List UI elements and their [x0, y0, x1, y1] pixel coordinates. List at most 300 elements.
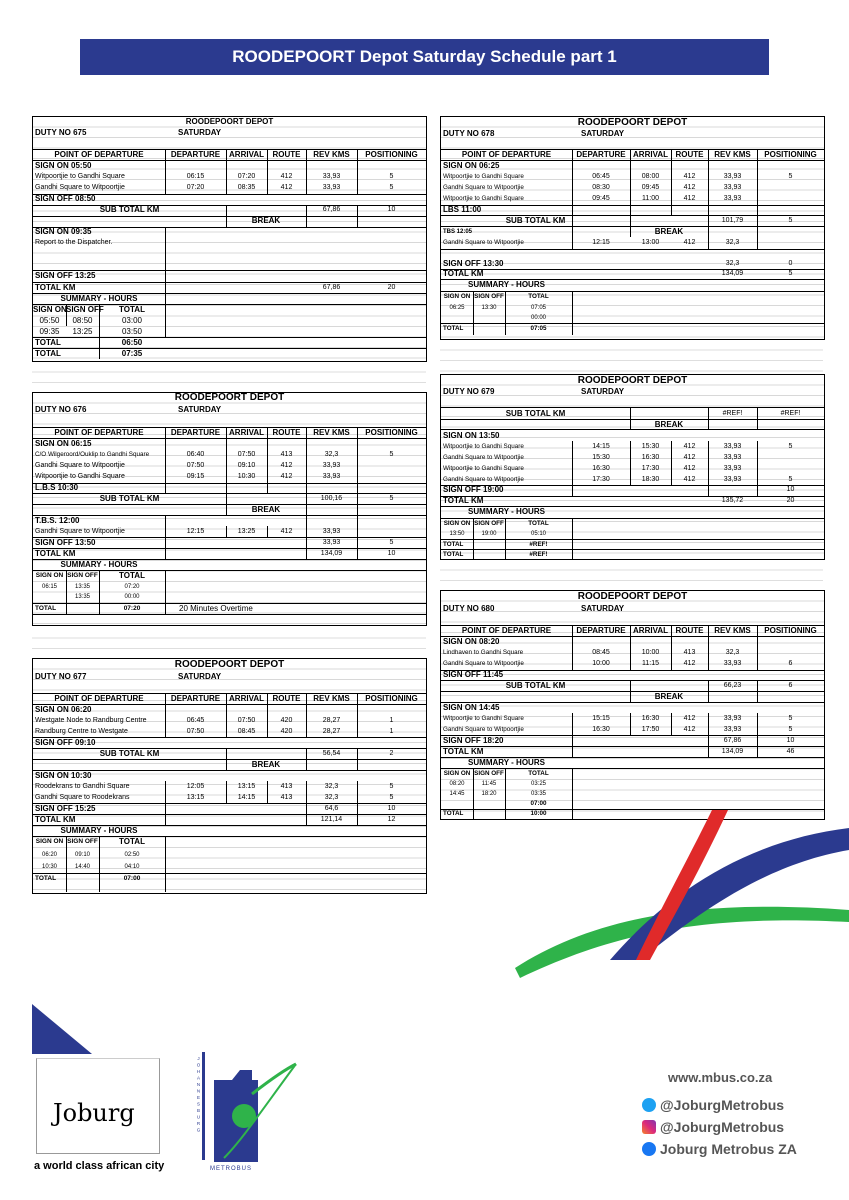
total-positioning: 20: [387, 284, 396, 291]
summary-total-hours: 07:00: [123, 875, 141, 882]
trip-kms: 33,93: [322, 462, 341, 469]
trip-route: 413: [280, 783, 293, 790]
sign-off: SIGN OFF 13:25: [35, 271, 96, 280]
trip-positioning: 1: [389, 728, 394, 735]
col-positioning: POSITIONING: [365, 428, 418, 437]
brand-swoosh-graphic: [500, 810, 849, 980]
sub-total-kms: 101,79: [721, 217, 744, 224]
trip-point: Gandhi Square to Witpoortjie: [443, 660, 524, 667]
trip-route: 412: [683, 454, 696, 461]
summary-sign-on: SIGN ON: [443, 770, 471, 777]
trip-kms: 32,3: [725, 239, 740, 246]
col-rev-kms: REV KMS: [313, 428, 350, 437]
sign-off: SIGN OFF 08:50: [35, 194, 96, 203]
trip-route: 413: [280, 794, 293, 801]
trip-departure: 06:15: [186, 173, 205, 180]
sub-total-label: SUB TOTAL KM: [99, 749, 160, 758]
total-kms: 134,09: [320, 550, 343, 557]
total-kms: 135,72: [721, 497, 744, 504]
sub-total-label: SUB TOTAL KM: [99, 494, 160, 503]
facebook-handle: Joburg Metrobus ZA: [660, 1141, 797, 1157]
col-positioning: POSITIONING: [365, 150, 418, 159]
trip-departure: 10:00: [592, 660, 610, 667]
trip-point: Gandhi Square to Witpoortjie: [35, 528, 125, 535]
trip-positioning: 5: [788, 443, 793, 450]
summary-hours: 04:10: [124, 864, 140, 870]
depot-title: ROODEPOORT DEPOT: [577, 591, 688, 602]
trip-positioning: 5: [389, 184, 394, 191]
trip-departure: 07:20: [186, 184, 205, 191]
trip-arrival: 08:45: [237, 728, 256, 735]
summary-hours: 03:50: [121, 327, 143, 336]
total-kms: 67,86: [322, 284, 341, 291]
trip-kms: 33,93: [322, 184, 341, 191]
summary-sign-on: SIGN ON: [443, 293, 471, 300]
summary-total: TOTAL: [528, 293, 549, 300]
total-positioning: 10: [387, 550, 396, 557]
trip-departure: 16:30: [592, 726, 610, 733]
trip-departure: 08:45: [592, 649, 610, 656]
break-label: BREAK: [251, 505, 281, 514]
duty-number: DUTY NO 678: [443, 129, 495, 138]
trip-arrival: 09:45: [641, 184, 660, 191]
duty-number: DUTY NO 676: [35, 405, 87, 414]
duty-678-table: [440, 116, 825, 340]
summary-total-hours: #REF!: [529, 551, 548, 558]
trip-departure: 07:50: [186, 728, 205, 735]
summary-hours: 07:20: [124, 584, 140, 590]
trip-point: Gandhi Square to Witpoortjie: [35, 462, 125, 469]
trip-positioning: 5: [788, 715, 793, 722]
trip-route: 412: [683, 443, 696, 450]
trip-positioning: 5: [389, 794, 394, 801]
joburg-logo-text: Joburg: [53, 1099, 135, 1127]
page-banner: ROODEPOORT Depot Saturday Schedule part 1: [80, 39, 769, 75]
summary-off: 09:10: [74, 852, 90, 858]
summary-sign-on: SIGN ON: [35, 838, 64, 845]
summary-sign-on: SIGN ON: [35, 572, 64, 579]
trip-arrival: 07:20: [237, 173, 256, 180]
dispatcher-note: Report to the Dispatcher.: [35, 239, 113, 246]
summary-total-hours: 07:05: [530, 325, 547, 332]
summary-off: 18:20: [481, 791, 497, 797]
trip-route: 412: [683, 726, 696, 733]
sub-total-positioning: 6: [788, 682, 793, 689]
summary-hours-label: SUMMARY - HOURS: [468, 758, 545, 767]
overtime-note: 20 Minutes Overtime: [179, 604, 253, 613]
sign-off-kms: 32,3: [725, 260, 740, 267]
trip-departure: 07:50: [186, 462, 205, 469]
trip-point: Gandhi Square to Witpoortjie: [443, 726, 524, 733]
summary-total-label: TOTAL: [35, 605, 57, 612]
trip-kms: 33,93: [723, 660, 742, 667]
depot-title: ROODEPOORT DEPOT: [174, 659, 285, 670]
sign-on: SIGN ON 05:50: [35, 161, 92, 170]
trip-arrival: 08:00: [641, 173, 660, 180]
col-departure: DEPARTURE: [576, 150, 626, 159]
trip-route: 412: [683, 715, 696, 722]
summary-total: TOTAL: [119, 305, 145, 314]
summary-total-hours: 07:00: [530, 800, 547, 807]
col-arrival: ARRIVAL: [229, 428, 264, 437]
duty-677-table: [32, 658, 427, 894]
trip-point: Witpoortjie to Gandhi Square: [443, 443, 524, 450]
trip-point: Randburg Centre to Westgate: [35, 728, 128, 735]
sign-off-positioning: 10: [387, 805, 396, 812]
duty-number: DUTY NO 679: [443, 387, 495, 396]
summary-total-hours: 07:35: [121, 349, 143, 358]
sub-total-label: SUB TOTAL KM: [505, 681, 566, 690]
sign-off: SIGN OFF 13:50: [35, 538, 96, 547]
trip-positioning: 5: [389, 783, 394, 790]
total-km-label: TOTAL KM: [443, 496, 484, 505]
break-label: BREAK: [251, 760, 281, 769]
sub-total-kms: 100,16: [320, 495, 343, 502]
trip-kms: 33,93: [723, 184, 742, 191]
sheet-gridlines-right-2: [440, 560, 823, 590]
trip-arrival: 10:30: [237, 473, 256, 480]
col-rev-kms: REV KMS: [714, 626, 751, 635]
total-km-label: TOTAL KM: [35, 283, 76, 292]
trip-positioning: 5: [788, 726, 793, 733]
trip-kms: 33,93: [723, 173, 742, 180]
sign-off: SIGN OFF 09:10: [35, 738, 96, 747]
website-link[interactable]: www.mbus.co.za: [668, 1070, 773, 1085]
trip-route: 412: [683, 660, 696, 667]
col-arrival: ARRIVAL: [229, 150, 264, 159]
trip-positioning: 5: [389, 173, 394, 180]
sub-total-positioning: #REF!: [780, 410, 801, 417]
summary-total-label: TOTAL: [35, 349, 61, 358]
col-arrival: ARRIVAL: [229, 694, 264, 703]
sign-off-positioning: 5: [389, 539, 394, 546]
trip-kms: 28,27: [322, 728, 341, 735]
trip-arrival: 18:30: [641, 476, 660, 483]
metrobus-vertical-text: JOHANNESBURG: [196, 1056, 201, 1134]
summary-hours: 03:25: [530, 781, 546, 787]
sheet-gridlines-left: [32, 362, 426, 390]
sign-on: SIGN ON 09:35: [35, 227, 92, 236]
col-departure: DEPARTURE: [576, 626, 626, 635]
trip-arrival: 10:00: [641, 649, 660, 656]
summary-total-label: TOTAL: [443, 810, 464, 817]
trip-kms: 33,93: [723, 443, 742, 450]
summary-hours-label: SUMMARY - HOURS: [60, 294, 138, 303]
trip-kms: 32,3: [324, 451, 339, 458]
summary-off: 14:40: [74, 864, 90, 870]
trip-positioning: 5: [788, 476, 793, 483]
trip-point: Gandhi Square to Witpoortjie: [443, 476, 524, 483]
sign-on: SIGN ON 13:50: [443, 431, 500, 440]
summary-off: 13:35: [74, 584, 90, 590]
total-km-label: TOTAL KM: [35, 549, 76, 558]
trip-kms: 28,27: [322, 717, 341, 724]
summary-off: 19:00: [481, 531, 497, 537]
summary-on: 14:45: [449, 791, 465, 797]
col-route: ROUTE: [675, 626, 704, 635]
facebook-icon: [642, 1142, 656, 1156]
trip-point: Witpoortjie to Gandhi Square: [443, 465, 524, 472]
trip-route: 413: [683, 649, 696, 656]
trip-arrival: 11:15: [642, 660, 659, 667]
facebook-row[interactable]: [642, 1141, 797, 1157]
col-point-of-departure: POINT OF DEPARTURE: [54, 150, 144, 159]
summary-sign-off: SIGN OFF: [66, 305, 104, 314]
trip-route: 420: [280, 728, 293, 735]
sign-on: SIGN ON 08:20: [443, 637, 500, 646]
sign-on: SIGN ON 06:20: [35, 705, 92, 714]
sub-total-kms: #REF!: [722, 410, 743, 417]
total-km-label: TOTAL KM: [35, 815, 76, 824]
sub-total-label: SUB TOTAL KM: [505, 409, 566, 418]
trip-departure: 06:45: [592, 173, 610, 180]
trip-arrival: 09:10: [237, 462, 256, 469]
trip-point: Westgate Node to Randburg Centre: [35, 717, 147, 724]
lbs-label: L.B.S 10:30: [35, 483, 79, 492]
sign-on: SIGN ON 06:15: [35, 439, 92, 448]
sign-off-kms: 33,93: [322, 539, 341, 546]
trip-arrival: 13:15: [237, 783, 256, 790]
total-positioning: 46: [786, 748, 795, 755]
duty-number: DUTY NO 680: [443, 604, 495, 613]
trip-arrival: 17:30: [641, 465, 660, 472]
summary-hours-label: SUMMARY - HOURS: [468, 507, 545, 516]
instagram-row[interactable]: [642, 1119, 784, 1135]
depot-title: ROODEPOORT DEPOT: [577, 375, 688, 386]
col-rev-kms: REV KMS: [313, 150, 350, 159]
sub-total-label: SUB TOTAL KM: [99, 205, 160, 214]
blue-triangle-graphic: [32, 1004, 92, 1054]
trip-point: Lindhaven to Gandhi Square: [443, 649, 524, 656]
sub-total-positioning: 2: [389, 750, 394, 757]
trip-departure: 15:15: [592, 715, 610, 722]
trip-point: Roodekrans to Gandhi Square: [35, 783, 130, 790]
trip-arrival: 08:35: [237, 184, 256, 191]
trip-route: 412: [683, 476, 696, 483]
trip-point: Witpoortjie to Gandhi Square: [35, 473, 125, 480]
summary-hours: 02:50: [124, 852, 140, 858]
summary-on: 06:25: [449, 305, 465, 311]
total-positioning: 12: [387, 816, 396, 823]
summary-total-hours: #REF!: [529, 541, 548, 548]
col-positioning: POSITIONING: [764, 626, 817, 635]
summary-total-label: TOTAL: [443, 551, 464, 558]
summary-on: 09:35: [39, 327, 60, 336]
total-km-label: TOTAL KM: [443, 269, 484, 278]
trip-point: Witpoortjie to Gandhi Square: [443, 195, 524, 202]
twitter-row[interactable]: [642, 1097, 784, 1113]
trip-departure: 13:15: [186, 794, 205, 801]
summary-off: 13:30: [481, 305, 497, 311]
sub-total-kms: 56,54: [322, 750, 341, 757]
total-kms: 134,09: [721, 270, 744, 277]
summary-total: TOTAL: [119, 571, 145, 580]
duty-676-table: [32, 392, 427, 626]
summary-sign-off: SIGN OFF: [474, 293, 504, 300]
trip-route: 412: [280, 462, 293, 469]
trip-kms: 33,93: [322, 473, 341, 480]
depot-title: ROODEPOORT DEPOT: [185, 117, 274, 126]
trip-route: 412: [280, 173, 293, 180]
duty-number: DUTY NO 675: [35, 128, 87, 137]
trip-arrival: 11:00: [642, 195, 659, 202]
trip-departure: 12:15: [186, 528, 205, 535]
sign-off: SIGN OFF 13:30: [443, 259, 504, 268]
day-label: SATURDAY: [581, 604, 625, 613]
trip-route: 412: [280, 184, 293, 191]
trip-point: Gandhi Square to Roodekrans: [35, 794, 130, 801]
twitter-icon: [642, 1098, 656, 1112]
trip-kms: 33,93: [723, 195, 742, 202]
summary-on: 06:15: [41, 584, 57, 590]
col-departure: DEPARTURE: [170, 428, 221, 437]
trip-point: Witpoortjie to Gandhi Square: [35, 173, 125, 180]
day-label: SATURDAY: [581, 129, 625, 138]
summary-on: 10:30: [41, 864, 57, 870]
summary-total: TOTAL: [528, 520, 549, 527]
sign-on: SIGN ON 10:30: [35, 771, 92, 780]
summary-hours: 03:35: [530, 791, 546, 797]
summary-total-hours: 07:20: [123, 605, 141, 612]
day-label: SATURDAY: [581, 387, 625, 396]
metrobus-logo: [192, 1050, 302, 1178]
col-departure: DEPARTURE: [170, 150, 221, 159]
sub-total-label: SUB TOTAL KM: [505, 216, 566, 225]
trip-point: C/O Wilgeroord/Ouklip to Gandhi Square: [35, 451, 150, 458]
summary-hours: 00:00: [530, 315, 546, 321]
sign-off: SIGN OFF 19:00: [443, 485, 504, 494]
tbs-label: T.B.S. 12:00: [35, 516, 80, 525]
duty-number: DUTY NO 677: [35, 672, 87, 681]
summary-total-label: TOTAL: [35, 875, 57, 882]
trip-positioning: 1: [389, 717, 394, 724]
summary-off: 11:45: [481, 781, 497, 787]
metrobus-wordmark: METROBUS: [210, 1166, 253, 1172]
trip-point: Gandhi Square to Witpoortjie: [443, 454, 524, 461]
total-kms: 134,09: [721, 748, 744, 755]
trip-route: 412: [683, 195, 696, 202]
sub-total-positioning: 5: [788, 217, 793, 224]
total-positioning: 5: [788, 270, 793, 277]
summary-total-hours: 10:00: [530, 810, 547, 817]
trip-departure: 08:30: [592, 184, 610, 191]
trip-departure: 15:30: [592, 454, 610, 461]
duty-680-table: [440, 590, 825, 820]
summary-on: 08:20: [449, 781, 465, 787]
instagram-handle: @JoburgMetrobus: [660, 1119, 785, 1135]
col-positioning: POSITIONING: [764, 150, 817, 159]
col-route: ROUTE: [272, 150, 301, 159]
sign-off-kms: 67,86: [723, 737, 742, 744]
joburg-logo: [36, 1058, 160, 1154]
sign-off-positioning: 10: [786, 737, 795, 744]
trip-point: Gandhi Square to Witpoortjie: [443, 184, 524, 191]
sign-on: SIGN ON 06:25: [443, 161, 500, 170]
twitter-handle: @JoburgMetrobus: [660, 1097, 785, 1113]
col-departure: DEPARTURE: [170, 694, 221, 703]
trip-arrival: 17:50: [641, 726, 660, 733]
trip-departure: 06:40: [186, 451, 205, 458]
col-route: ROUTE: [272, 428, 301, 437]
summary-sign-on: SIGN ON: [443, 520, 471, 527]
summary-sign-off: SIGN OFF: [474, 520, 504, 527]
summary-sign-off: SIGN OFF: [67, 838, 98, 845]
trip-kms: 32,3: [725, 649, 740, 656]
trip-departure: 16:30: [592, 465, 610, 472]
trip-kms: 33,93: [723, 465, 742, 472]
trip-point: Gandhi Square to Witpoortjie: [35, 184, 125, 191]
sign-off-positioning: 10: [786, 486, 795, 493]
day-label: SATURDAY: [178, 405, 222, 414]
trip-point: Witpoortjie to Gandhi Square: [443, 715, 524, 722]
duty-679-table: [440, 374, 825, 560]
trip-route: 413: [280, 451, 293, 458]
summary-hours-label: SUMMARY - HOURS: [60, 560, 138, 569]
sign-off: SIGN OFF 11:45: [443, 670, 504, 679]
summary-on: 06:20: [41, 852, 57, 858]
trip-arrival: 15:30: [641, 443, 660, 450]
duty-675-table: [32, 116, 427, 362]
trip-kms: 32,3: [324, 783, 339, 790]
trip-departure: 12:15: [592, 239, 610, 246]
day-label: SATURDAY: [178, 128, 222, 137]
summary-off: 08:50: [72, 316, 93, 325]
trip-arrival: 07:50: [237, 717, 256, 724]
col-point-of-departure: POINT OF DEPARTURE: [54, 694, 144, 703]
sub-total-positioning: 5: [389, 495, 394, 502]
trip-positioning: 5: [788, 173, 793, 180]
summary-sign-on: SIGN ON: [33, 305, 67, 314]
sign-on: SIGN ON 14:45: [443, 703, 500, 712]
sign-off-kms: 64,6: [324, 805, 339, 812]
summary-total-hours: 06:50: [121, 338, 143, 347]
trip-kms: 33,93: [723, 476, 742, 483]
summary-on: 13:50: [449, 531, 465, 537]
trip-point: Gandhi Square to Witpoortjie: [443, 239, 524, 246]
sheet-gridlines-right: [440, 340, 823, 374]
summary-total: TOTAL: [119, 837, 145, 846]
col-arrival: ARRIVAL: [633, 626, 668, 635]
summary-hours: 07:05: [530, 305, 546, 311]
col-positioning: POSITIONING: [365, 694, 418, 703]
trip-departure: 09:45: [592, 195, 610, 202]
trip-departure: 12:05: [186, 783, 205, 790]
trip-arrival: 14:15: [237, 794, 256, 801]
col-rev-kms: REV KMS: [313, 694, 350, 703]
summary-hours-label: SUMMARY - HOURS: [468, 280, 545, 289]
trip-departure: 06:45: [186, 717, 205, 724]
break-label: BREAK: [654, 692, 684, 701]
summary-off: 13:35: [74, 594, 90, 600]
trip-route: 420: [280, 717, 293, 724]
col-rev-kms: REV KMS: [714, 150, 751, 159]
trip-arrival: 07:50: [237, 451, 256, 458]
trip-route: 412: [683, 465, 696, 472]
trip-route: 412: [683, 173, 696, 180]
trip-kms: 33,93: [723, 454, 742, 461]
trip-departure: 17:30: [592, 476, 610, 483]
trip-departure: 14:15: [592, 443, 610, 450]
trip-positioning: 6: [788, 660, 793, 667]
summary-sign-off: SIGN OFF: [474, 770, 504, 777]
trip-kms: 33,93: [723, 726, 742, 733]
trip-route: 412: [280, 528, 293, 535]
sign-off: SIGN OFF 15:25: [35, 804, 96, 813]
break-label: BREAK: [654, 420, 684, 429]
trip-route: 412: [683, 239, 696, 246]
depot-title: ROODEPOORT DEPOT: [174, 392, 285, 403]
trip-route: 412: [683, 184, 696, 191]
